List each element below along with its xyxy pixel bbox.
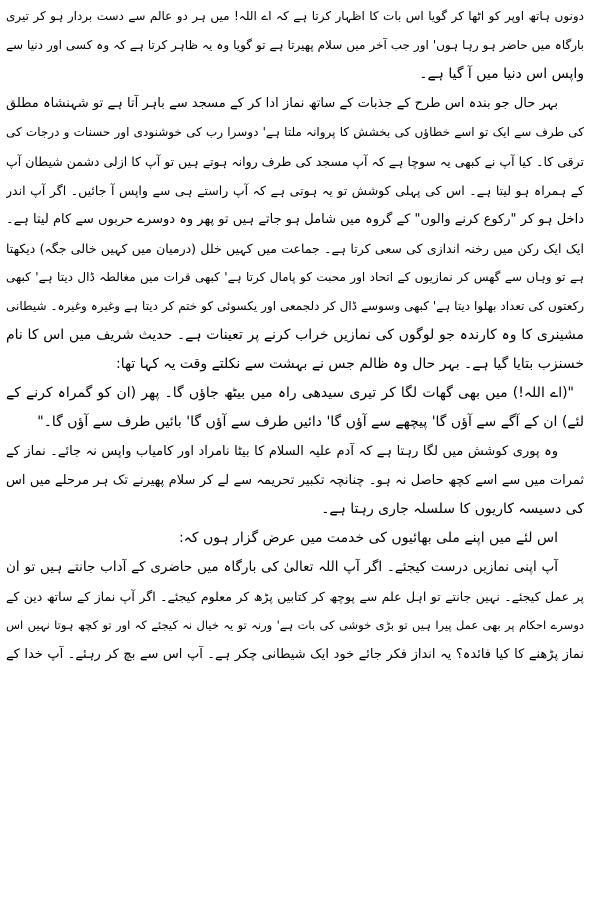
text-line: کی طرف سے ایک تو اسے خطاؤں کی بخشش کا پروانہ ملتا ہے' دوسرا رب کی خوشنودی اور حسنات و درجات کی <box>6 125 584 139</box>
text-line: کے ہمراہ ہو لیتا ہے۔ اس کی پہلی کوشش تو یہ ہوتی ہے کہ آپ راستے ہی سے واپس آ جائیں۔ اگر آپ اندر <box>6 183 584 198</box>
text-line: دوسرے احکام پر بھی عمل پیرا ہیں تو بڑی خوشی کی بات ہے' ورنہ تو یہ خیال نہ کیجئے کہ اور تو کچھ ہوتا نہیں اس <box>6 618 584 632</box>
text-line: آپ اپنی نمازیں درست کیجئے۔ اگر آپ اللہ تعالیٰ کی بارگاہ میں حاضری کے آداب جانتے ہیں تو ان <box>6 559 558 575</box>
quote-line: لئے) ان کے آگے سے آؤں گا' پیچھے سے آؤں گا' دائیں طرف سے آؤں گا' بائیں طرف سے آؤں گا۔" <box>37 414 584 430</box>
text-line: مشینری کا وہ کارندہ جو لوگوں کی نمازیں خراب کرنے پر تعینات ہے۔ حدیث شریف میں اس کا نام <box>6 327 584 343</box>
document-page <box>6 2 584 905</box>
text-line: وہ پوری کوشش میں لگا رہتا ہے کہ آدم علیہ السلام کا بیٹا نامراد اور کامیاب واپس نہ جائے۔ نماز کے <box>6 444 558 459</box>
text-line: اس لئے میں اپنے ملی بھائیوں کی خدمت میں عرض گزار ہوں کہ: <box>178 530 558 546</box>
text-line: ایک ایک رکن میں رخنہ اندازی کی سعی کرتا ہے۔ جماعت میں کہیں خلل (درمیان میں کہیں خالی جگہ) دیکھتا <box>6 241 584 256</box>
text-line: داخل ہو کر "رکوع کرنے والوں" کے گروہ میں شامل ہو جاتے ہیں تو پھر وہ دوسرے حربوں سے کام لیتا ہے۔ <box>6 212 584 227</box>
text-line: ترقی کا۔ کیا آپ نے کبھی یہ سوچا ہے کہ آپ مسجد کی طرف روانہ ہوتے ہیں تو آپ کا ازلی دشمن شیطان آپ <box>6 154 584 169</box>
text-line: بہر حال جو بندہ اس طرح کے جذبات کے ساتھ نماز ادا کر کے مسجد سے باہر آتا ہے تو شہنشاہ مطلق <box>6 96 558 111</box>
text-line: پر عمل کیجئے۔ نہیں جانتے تو اہل علم سے پوچھ کر کتابیں پڑھ کر معلوم کیجئے۔ اگر آپ نماز کے ساتھ دین کے <box>6 589 584 604</box>
text-line: نماز پڑھنے کا کیا فائدہ؟ یہ انداز فکر جائے خود ایک شیطانی چکر ہے۔ آپ اس سے بچ کر رہئے۔ آپ خدا کے <box>6 647 584 662</box>
text-line: خسنزب بتایا گیا ہے۔ بہر حال وہ ظالم جس نے بہشت سے نکلتے وقت یہ کہا تھا: <box>116 356 584 372</box>
quote-line: "(اے اللہ!) میں بھی گھات لگا کر تیری سیدھی راہ میں بیٹھ جاؤں گا۔ پھر (ان کو گمراہ کرنے کے <box>6 385 574 401</box>
text-line: کی دسیسہ کاریوں کا سلسلہ جاری رہتا ہے۔ <box>321 501 584 517</box>
text-line: واپس اس دنیا میں آ گیا ہے۔ <box>419 66 584 82</box>
text-line: رکعتوں کی تعداد بھلوا دیتا ہے' کبھی وسوسے ڈال کر دلجمعی اور یکسوئی کو ختم کر دیتا ہے وغیرہ وغیرہ۔ شیطانی <box>6 299 584 313</box>
text-line: دونوں ہاتھ اوپر کو اٹھا کر گویا اس بات کا اظہار کرتا ہے کہ اے اللہ! میں ہر دو عالم سے دست بردار ہو کر تیری <box>6 9 584 23</box>
text-line: ثمرات میں سے اسے کچھ حاصل نہ ہو۔ چنانچہ تکبیر تحریمہ سے لے کر سلام پھیرنے تک ہر مرحلے میں اس <box>6 473 584 488</box>
text-line: بارگاہ میں حاضر ہو رہا ہوں' اور جب آخر میں سلام پھیرتا ہے تو گویا وہ یہ ظاہر کرتا ہے کہ وہ کسی اور دنیا سے <box>6 38 584 52</box>
text-line: ہے تو وہاں سے گھس کر نمازیوں کے اتحاد اور محبت کو پامال کرتا ہے' کبھی قرات میں مغالطہ ڈال دیتا ہے' کبھی <box>6 270 584 284</box>
